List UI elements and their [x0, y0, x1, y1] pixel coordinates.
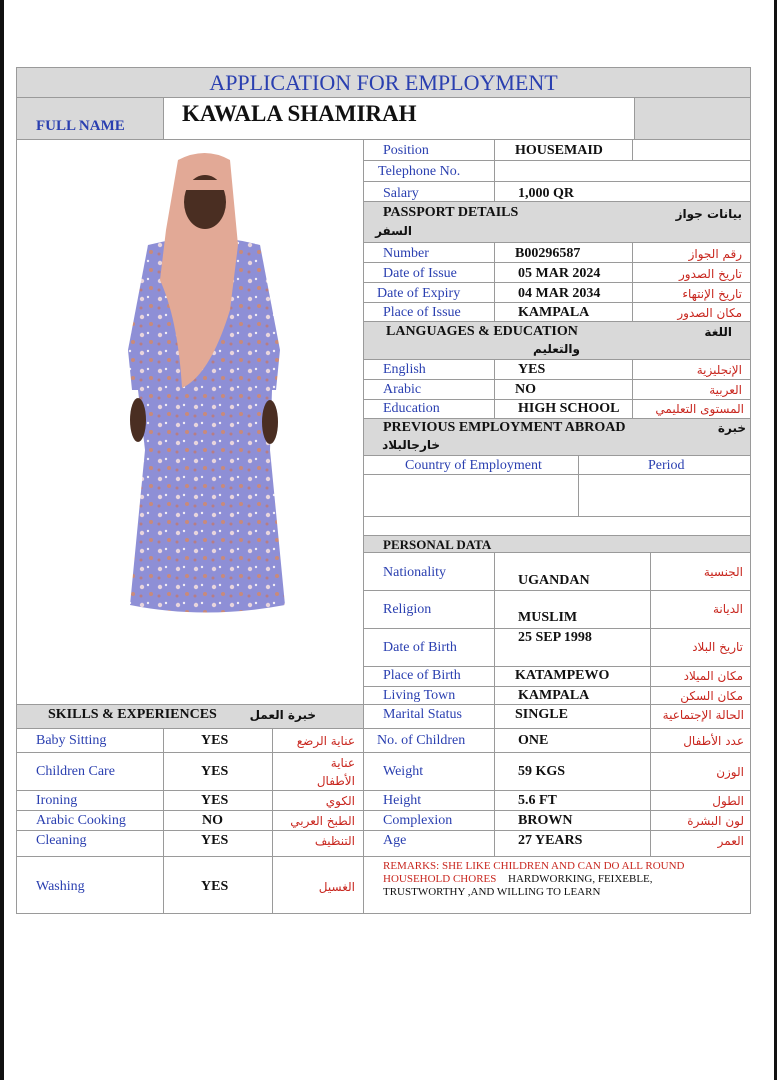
passport-number-value: B00296587	[515, 246, 581, 261]
form-title: APPLICATION FOR EMPLOYMENT	[209, 70, 558, 95]
marital-status-ar: الحالة الإجتماعية	[662, 708, 744, 722]
salary-value: 1,000 QR	[518, 186, 574, 201]
date-of-expiry-label: Date of Expiry	[377, 286, 461, 301]
age-ar: العمر	[717, 834, 744, 848]
height-ar: الطول	[712, 794, 744, 808]
baby-sitting-label: Baby Sitting	[36, 733, 107, 748]
place-of-birth-value: KATAMPEWO	[515, 668, 610, 683]
complexion-label: Complexion	[383, 813, 453, 828]
education-label: Education	[383, 401, 440, 416]
applicant-photo	[120, 150, 290, 620]
ironing-label: Ironing	[36, 793, 78, 808]
languages-heading-ar: اللغة	[704, 325, 732, 339]
place-of-birth-ar: مكان الميلاد	[683, 669, 743, 683]
ironing-value: YES	[201, 793, 229, 808]
remarks-line-2-black: HARDWORKING, FEIXEBLE,	[508, 873, 653, 885]
education-ar: المستوى التعليمي	[655, 402, 744, 416]
children-count-label: No. of Children	[377, 733, 466, 748]
previous-heading-ar-2: خارجالبلاد	[382, 438, 440, 452]
languages-heading: LANGUAGES & EDUCATION	[386, 324, 578, 339]
children-care-label: Children Care	[36, 764, 115, 779]
place-of-issue-ar: مكان الصدور	[677, 306, 742, 320]
personal-heading: PERSONAL DATA	[383, 537, 492, 552]
position-label: Position	[383, 143, 429, 158]
nationality-ar: الجنسية	[703, 565, 743, 579]
date-of-birth-ar: تاريخ البلاد	[692, 640, 743, 654]
height-label: Height	[383, 793, 422, 808]
date-of-issue-value: 05 MAR 2024	[518, 266, 601, 281]
full-name: KAWALA SHAMIRAH	[182, 101, 417, 126]
weight-value: 59 KGS	[518, 764, 566, 779]
height-value: 5.6 FT	[518, 793, 557, 808]
date-of-issue-label: Date of Issue	[383, 266, 457, 281]
remarks-line-3: TRUSTWORTHY ,AND WILLING TO LEARN	[383, 886, 601, 898]
date-of-expiry-ar: تاريخ الإنتهاء	[682, 287, 742, 301]
personal-spacer	[363, 516, 751, 536]
children-care-ar-2: الأطفال	[316, 774, 355, 788]
date-of-expiry-value: 04 MAR 2034	[518, 286, 601, 301]
place-of-issue-label: Place of Issue	[383, 305, 461, 320]
period-label: Period	[648, 458, 685, 473]
children-care-ar: عناية	[330, 756, 355, 770]
baby-sitting-value: YES	[201, 733, 229, 748]
remarks-line-2-red: HOUSEHOLD CHORES	[383, 873, 497, 885]
ironing-ar: الكوي	[325, 794, 355, 808]
education-value: HIGH SCHOOL	[518, 401, 620, 416]
english-label: English	[383, 362, 426, 377]
children-count-ar: عدد الأطفال	[683, 734, 744, 748]
washing-label: Washing	[36, 879, 85, 894]
passport-number-ar: رقم الجواز	[688, 247, 742, 261]
arabic-value: NO	[515, 382, 536, 397]
date-of-birth-label: Date of Birth	[383, 640, 457, 655]
skills-heading: SKILLS & EXPERIENCES	[48, 707, 217, 722]
passport-number-label: Number	[383, 246, 429, 261]
skills-heading-ar: خبرة العمل	[249, 708, 316, 722]
remarks-line-1: REMARKS: SHE LIKE CHILDREN AND CAN DO ALL ROUND	[383, 860, 685, 872]
age-label: Age	[383, 833, 407, 848]
nationality-value: UGANDAN	[518, 573, 590, 588]
full-name-extra-cell	[634, 97, 751, 140]
complexion-value: BROWN	[518, 813, 573, 828]
nationality-label: Nationality	[383, 565, 446, 580]
cleaning-label: Cleaning	[36, 833, 87, 848]
place-of-issue-value: KAMPALA	[518, 305, 590, 320]
weight-ar: الوزن	[716, 765, 744, 779]
children-count-value: ONE	[518, 733, 549, 748]
arabic-cooking-value: NO	[202, 813, 223, 828]
passport-heading-ar: بيانات جواز	[675, 207, 742, 221]
full-name-label: FULL NAME	[36, 118, 125, 134]
washing-value: YES	[201, 879, 229, 894]
washing-ar: الغسيل	[318, 880, 355, 894]
religion-label: Religion	[383, 602, 432, 617]
arabic-label: Arabic	[383, 382, 422, 397]
living-town-value: KAMPALA	[518, 688, 590, 703]
living-town-ar: مكان السكن	[680, 689, 743, 703]
languages-heading-ar-2: والتعليم	[533, 342, 580, 356]
place-of-birth-label: Place of Birth	[383, 668, 461, 683]
arabic-cooking-label: Arabic Cooking	[36, 813, 126, 828]
previous-heading-ar: خبرة	[717, 421, 746, 435]
salary-label: Salary	[383, 186, 419, 201]
cleaning-value: YES	[201, 833, 229, 848]
date-of-issue-ar: تاريخ الصدور	[679, 267, 742, 281]
marital-status-label: Marital Status	[383, 707, 462, 722]
country-of-employment-label: Country of Employment	[405, 458, 542, 473]
passport-heading-ar-2: السفر	[375, 224, 412, 238]
complexion-ar: لون البشرة	[687, 814, 744, 828]
arabic-cooking-ar: الطبخ العربي	[290, 814, 355, 828]
telephone-label: Telephone No.	[378, 164, 461, 179]
english-value: YES	[518, 362, 546, 377]
marital-status-value: SINGLE	[515, 707, 568, 722]
age-value: 27 YEARS	[518, 833, 583, 848]
children-care-value: YES	[201, 764, 229, 779]
passport-heading: PASSPORT DETAILS	[383, 205, 519, 220]
date-of-birth-value: 25 SEP 1998	[518, 630, 592, 645]
cleaning-ar: التنظيف	[314, 834, 355, 848]
living-town-label: Living Town	[383, 688, 456, 703]
arabic-ar: العربية	[709, 383, 742, 397]
religion-value: MUSLIM	[518, 610, 578, 625]
previous-heading: PREVIOUS EMPLOYMENT ABROAD	[383, 420, 626, 435]
religion-ar: الديانة	[712, 602, 743, 616]
position-value: HOUSEMAID	[515, 143, 603, 158]
weight-label: Weight	[383, 764, 424, 779]
baby-sitting-ar: عناية الرضع	[296, 734, 355, 748]
english-ar: الإنجليزية	[696, 363, 742, 377]
